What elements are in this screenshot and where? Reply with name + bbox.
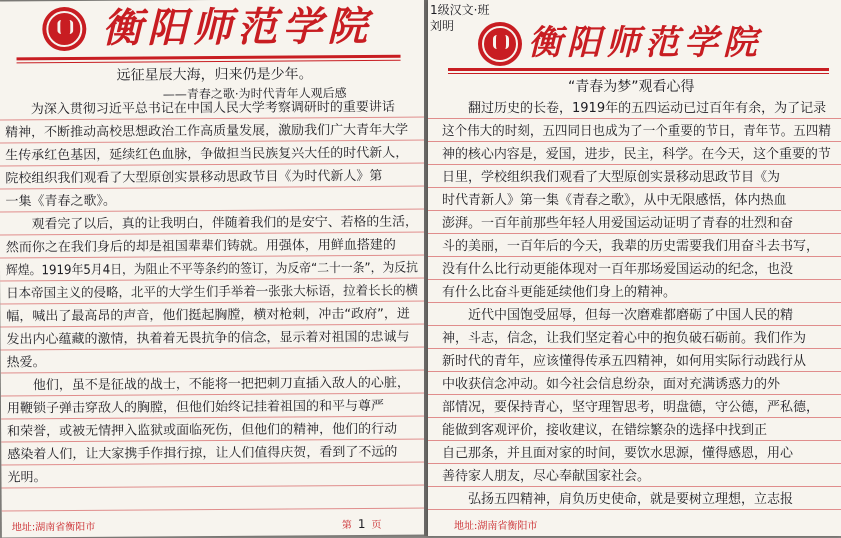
- text-line: 院校组织我们观看了大型原创实景移动思政节目《为时代新人》第: [5, 168, 383, 187]
- ruled-line: [0, 186, 427, 190]
- ruled-line: [428, 486, 841, 487]
- page-num: 1: [357, 516, 366, 532]
- ruled-line: [0, 324, 428, 328]
- right-page: [428, 0, 841, 536]
- page-prefix: 第: [341, 520, 352, 532]
- ruled-line: [428, 463, 841, 464]
- text-line: 中收获信念冲动。如今社会信息纷杂，面对充满诱惑力的外: [442, 377, 781, 392]
- footer-address: 地址:湖南省衡阳市: [11, 521, 96, 534]
- text-line: 有什么比奋斗更能延续他们身上的精神。: [442, 285, 677, 300]
- ruled-line: [0, 117, 427, 121]
- ruled-line: [1, 462, 429, 466]
- text-line: 用鞭锁子弹击穿敌人的胸膛，但他们始终记挂着祖国的和平与尊严: [6, 398, 385, 417]
- text-line: 近代中国饱受屈辱，但每一次磨难都磨砺了中国人民的精: [468, 308, 794, 323]
- page-suffix: 页: [371, 519, 382, 531]
- ruled-line: [428, 210, 841, 211]
- text-line: 澎湃。一百年前那些年轻人用爱国运动证明了青春的壮烈和奋: [442, 216, 794, 231]
- ruled-line: [0, 140, 427, 144]
- school-name: 衡阳师范学院: [102, 2, 373, 52]
- ruled-line: [428, 440, 841, 441]
- right-footer: [428, 514, 841, 536]
- left-footer: [2, 513, 430, 538]
- text-line: 神的核心内容是，爱国，进步，民主，科学。在今天，这个重要的节: [442, 147, 831, 162]
- text-line: 这个伟大的时刻，五四同日也成为了一个重要的节日，青年节。五四精: [442, 124, 831, 139]
- text-line: 善待家人朋友，尽心奉献国家社会。: [442, 469, 651, 484]
- ruled-line: [2, 485, 430, 489]
- ruled-line: [428, 233, 841, 234]
- ruled-line: [428, 118, 841, 119]
- text-line: 一集《青春之歌》。: [5, 193, 117, 210]
- text-line: 翻过历史的长卷，1919年的五四运动已过百年有余，为了记录: [468, 101, 827, 116]
- ruled-line: [428, 394, 841, 395]
- margin-note-name: 刘明: [430, 19, 455, 33]
- text-line: 时代青新人》第一集《青春之歌》，从中无限感悟，体内热血: [442, 193, 787, 208]
- ruled-line: [428, 141, 841, 142]
- ruled-line: [1, 370, 429, 374]
- margin-note-class: 1级汉文·班: [430, 3, 490, 17]
- text-line: 精神，不断推动高校思想政治工作高质量发展，激励我们广大青年大学: [4, 122, 409, 141]
- text-line: 神，斗志，信念，让我们坚定着心中的抱负破石砺前。我们作为: [442, 331, 807, 346]
- text-line: 日本帝国主义的侵略，北平的大学生们手举着一张张大标语，拉着长长的横: [6, 283, 419, 302]
- ruled-line: [1, 439, 429, 443]
- text-line: 能做到客观评价，接收建议，在错综繁杂的选择中找到正: [442, 423, 768, 438]
- ruled-line: [0, 163, 427, 167]
- essay-subtitle: ——青春之歌·为时代青年人观后感: [162, 86, 347, 102]
- ruled-line: [1, 347, 429, 351]
- text-line: 部情况，要保持青心，坚守理智思考，明盘德，守公德，严私德，: [442, 400, 820, 415]
- page-number: [342, 516, 382, 531]
- text-line: 他们，虽不是征战的战士，不能将一把把刺刀直插入敌人的心脏，: [32, 375, 410, 394]
- ruled-line: [428, 279, 841, 280]
- text-line: 热爱。: [6, 355, 46, 371]
- ruled-line: [0, 301, 428, 305]
- footer-address: 地址:湖南省衡阳市: [454, 521, 538, 532]
- ruled-line: [1, 416, 429, 420]
- text-line: 新时代的青年，应该懂得传承五四精神，如何用实际行动践行从: [442, 354, 807, 369]
- ruled-line: [428, 325, 841, 326]
- ruled-line: [428, 164, 841, 165]
- ruled-line: [0, 255, 428, 259]
- essay-title: 远征星辰大海，归来仍是少年。: [116, 66, 313, 84]
- ruled-line: [428, 371, 841, 372]
- text-line: 为深入贯彻习近平总书记在中国人民大学考察调研时的重要讲话: [30, 99, 395, 118]
- text-line: 日里，学校组织我们观看了大型原创实景移动思政节目《为: [442, 170, 781, 185]
- text-line: 发出内心蕴藏的激情，执着着无畏抗争的信念，显示着对祖国的忠诚与: [6, 329, 410, 348]
- text-line: 幅，喊出了最高昂的声音，他们挺起胸膛，横对枪刺，冲击“政府”，迸: [6, 306, 410, 325]
- text-line: 然而你之在我们身后的却是祖国辈辈们铸就。用强体，用鲜血搭建的: [5, 237, 396, 256]
- text-line: 生传承红色基因，延续红色血脉，争做担当民族复兴大任的时代新人，: [5, 145, 409, 164]
- ruled-line: [1, 393, 429, 397]
- text-line: 和荣誉，或被无情押入监狱或面临死伤，但他们的精神，他们的行动: [7, 421, 398, 440]
- ruled-line: [428, 348, 841, 349]
- ruled-line: [428, 417, 841, 418]
- text-line: 观看完了以后，真的让我明白，伴随着我们的是安宁、若格的生活，: [31, 214, 418, 233]
- ruled-line: [0, 278, 428, 282]
- ruled-line: [428, 509, 841, 510]
- text-line: 没有什么比行动更能体现对一百年那场爱国运动的纪念，也没: [442, 262, 794, 277]
- text-line: 斗的美丽，一百年后的今天，我辈的历史需要我们用奋斗去书写，: [442, 239, 820, 254]
- text-line: 光明。: [7, 470, 47, 486]
- text-line: 感染着人们，让大家携手作揖行掠，让人们值得庆贺，看到了不远的: [7, 444, 398, 463]
- essay-title: “青春为梦”观看心得: [568, 79, 695, 95]
- text-line: 辉煌。1919年5月4日，为阻止不平等条约的签订，为反帝“二十一条”，为反抗: [5, 260, 418, 279]
- ruled-line: [428, 302, 841, 303]
- ruled-line: [0, 209, 428, 213]
- text-line: 自己那条，并且面对家的时间，要饮水思源，懂得感恩，用心: [442, 446, 794, 461]
- ruled-line: [428, 256, 841, 257]
- ruled-line: [0, 232, 428, 236]
- ruled-line: [428, 187, 841, 188]
- text-line: 弘扬五四精神，肩负历史使命，就是要树立理想，立志报: [468, 492, 794, 507]
- school-name: 衡阳师范学院: [528, 23, 762, 63]
- ruled-line: [2, 508, 430, 512]
